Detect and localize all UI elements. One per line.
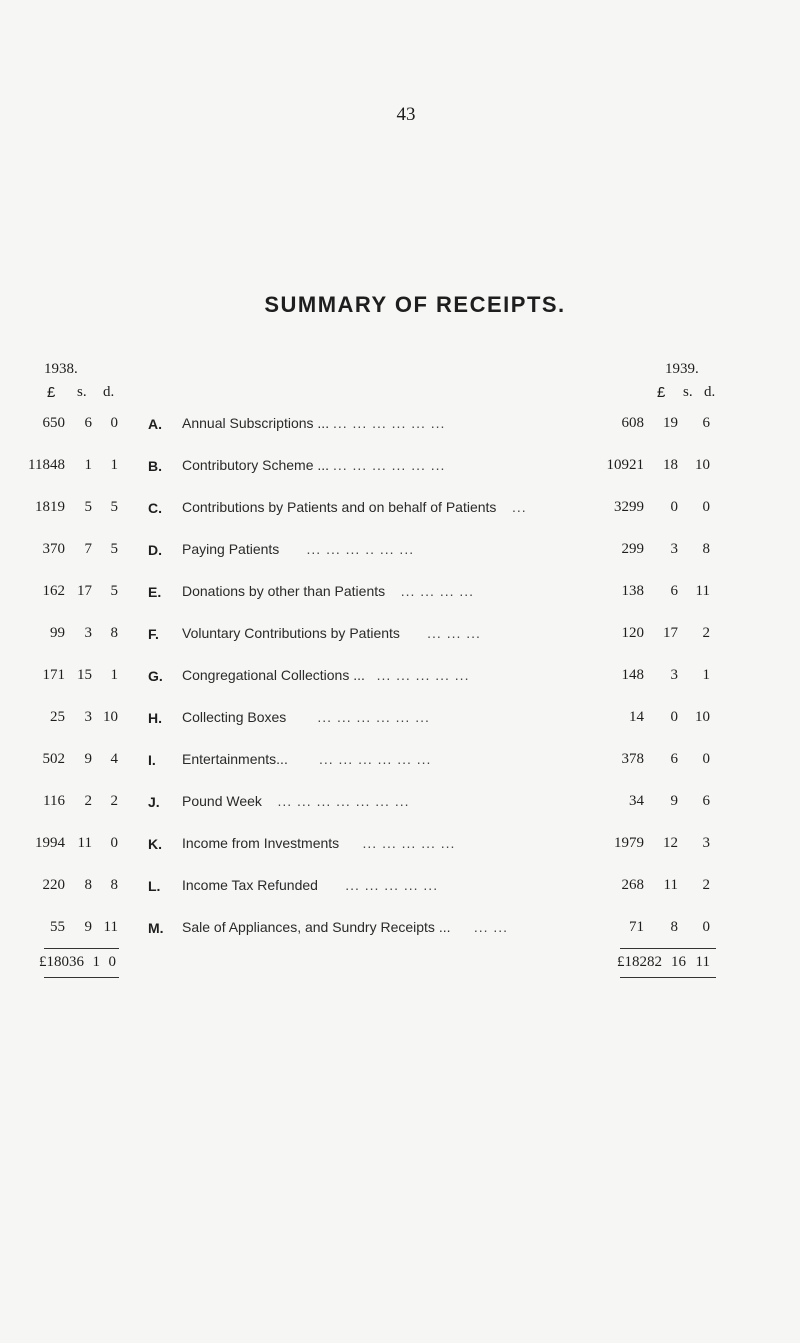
leader-dots: ... ... ... ... ... ... ... bbox=[277, 793, 410, 809]
pounds-1938: 502 bbox=[42, 751, 65, 767]
shillings-1938: 8 bbox=[84, 877, 92, 893]
shillings-1939: 9 bbox=[670, 793, 678, 809]
receipt-row-a bbox=[0, 415, 800, 435]
pounds-1939: 10921 bbox=[606, 457, 644, 473]
pence-1939: 3 bbox=[702, 835, 710, 851]
pounds-1939: 34 bbox=[629, 793, 644, 809]
row-description: Sale of Appliances, and Sundry Receipts ... ... ... bbox=[182, 919, 509, 935]
shillings-1938: 15 bbox=[77, 667, 92, 683]
row-description: Voluntary Contributions by Patients ... ... ... bbox=[182, 625, 481, 641]
pounds-1939: 1979 bbox=[614, 835, 644, 851]
shillings-1939: 12 bbox=[663, 835, 678, 851]
shillings-1939: 0 bbox=[670, 499, 678, 515]
shillings-1939: 8 bbox=[670, 919, 678, 935]
pence-1939: 8 bbox=[702, 541, 710, 557]
total-rule-top-1938 bbox=[44, 948, 119, 949]
pence-1938: 8 bbox=[110, 625, 118, 641]
leader-dots: ... ... ... ... ... bbox=[376, 667, 470, 683]
row-letter: C. bbox=[148, 500, 162, 516]
page-title: SUMMARY OF RECEIPTS. bbox=[264, 292, 566, 317]
receipt-row-d bbox=[0, 541, 800, 561]
pence-1938: 0 bbox=[110, 415, 118, 431]
row-description: Entertainments... ... ... ... ... ... ... bbox=[182, 751, 432, 767]
shillings-1938: 1 bbox=[84, 457, 92, 473]
pence-1938: 5 bbox=[110, 541, 118, 557]
pence-1938: 11 bbox=[103, 919, 118, 935]
row-description: Paying Patients ... ... ... .. ... ... bbox=[182, 541, 415, 557]
pence-1938: 10 bbox=[103, 709, 118, 725]
unit-shillings-1938: s. bbox=[77, 384, 87, 400]
receipt-row-e bbox=[0, 583, 800, 603]
shillings-1938: 9 bbox=[84, 919, 92, 935]
pounds-1939: 138 bbox=[621, 583, 644, 599]
page-number: 43 bbox=[396, 104, 416, 125]
total-rule-top-1939 bbox=[620, 948, 716, 949]
leader-dots: ... bbox=[512, 499, 527, 515]
row-letter: B. bbox=[148, 458, 162, 474]
row-description: Pound Week ... ... ... ... ... ... ... bbox=[182, 793, 410, 809]
pence-1939: 1 bbox=[702, 667, 710, 683]
row-letter: A. bbox=[148, 416, 162, 432]
shillings-1939: 3 bbox=[670, 667, 678, 683]
receipt-row-k bbox=[0, 835, 800, 855]
pounds-1938: 116 bbox=[43, 793, 65, 809]
pounds-1938: 650 bbox=[42, 415, 65, 431]
leader-dots: ... ... ... ... ... ... bbox=[317, 709, 430, 725]
pounds-1939: 608 bbox=[621, 415, 644, 431]
shillings-1938: 6 bbox=[84, 415, 92, 431]
receipt-row-l bbox=[0, 877, 800, 897]
year-1939-header: 1939. bbox=[665, 361, 699, 377]
row-letter: I. bbox=[148, 752, 156, 768]
pence-1938: 8 bbox=[110, 877, 118, 893]
pounds-1939: 148 bbox=[621, 667, 644, 683]
shillings-1939: 3 bbox=[670, 541, 678, 557]
receipt-row-m bbox=[0, 919, 800, 939]
shillings-1939: 0 bbox=[670, 709, 678, 725]
unit-pounds-1938: £ bbox=[47, 384, 56, 401]
total-pounds-1938: £18036 bbox=[39, 954, 84, 970]
pounds-1938: 171 bbox=[42, 667, 65, 683]
shillings-1939: 6 bbox=[670, 583, 678, 599]
shillings-1938: 3 bbox=[84, 709, 92, 725]
leader-dots: ... ... ... ... ... ... bbox=[318, 751, 432, 767]
row-description: Contributory Scheme ... ... ... ... ... ... ... bbox=[182, 457, 446, 473]
pounds-1939: 299 bbox=[621, 541, 644, 557]
leader-dots: ... ... ... ... ... ... bbox=[332, 457, 446, 473]
pounds-1938: 11848 bbox=[28, 457, 65, 473]
pence-1939: 2 bbox=[702, 877, 710, 893]
unit-pence-1939: d. bbox=[704, 384, 716, 400]
row-letter: G. bbox=[148, 668, 163, 684]
row-letter: M. bbox=[148, 920, 164, 936]
receipt-row-c bbox=[0, 499, 800, 519]
total-pence-1939: 11 bbox=[695, 954, 710, 970]
totals-row bbox=[0, 954, 800, 974]
shillings-1938: 7 bbox=[84, 541, 92, 557]
pounds-1938: 1994 bbox=[35, 835, 65, 851]
shillings-1939: 11 bbox=[663, 877, 678, 893]
shillings-1938: 2 bbox=[84, 793, 92, 809]
pence-1939: 11 bbox=[695, 583, 710, 599]
row-description: Income from Investments ... ... ... ... ... bbox=[182, 835, 456, 851]
pence-1938: 1 bbox=[110, 457, 118, 473]
leader-dots: ... ... ... ... ... bbox=[345, 877, 439, 893]
pence-1938: 1 bbox=[110, 667, 118, 683]
total-shillings-1938: 1 bbox=[92, 954, 100, 970]
row-description: Income Tax Refunded ... ... ... ... ... bbox=[182, 877, 439, 893]
shillings-1938: 17 bbox=[77, 583, 92, 599]
receipt-row-j bbox=[0, 793, 800, 813]
row-letter: J. bbox=[148, 794, 160, 810]
total-shillings-1939: 16 bbox=[671, 954, 686, 970]
receipt-row-i bbox=[0, 751, 800, 771]
pence-1938: 2 bbox=[110, 793, 118, 809]
total-pence-1938: 0 bbox=[108, 954, 116, 970]
pounds-1938: 1819 bbox=[35, 499, 65, 515]
shillings-1938: 3 bbox=[84, 625, 92, 641]
pounds-1938: 162 bbox=[42, 583, 65, 599]
shillings-1938: 5 bbox=[84, 499, 92, 515]
shillings-1938: 11 bbox=[77, 835, 92, 851]
unit-shillings-1939: s. bbox=[683, 384, 693, 400]
shillings-1939: 17 bbox=[663, 625, 678, 641]
unit-pence-1938: d. bbox=[103, 384, 115, 400]
leader-dots: ... ... ... ... ... bbox=[362, 835, 456, 851]
total-rule-bottom-1938 bbox=[44, 977, 119, 978]
total-rule-bottom-1939 bbox=[620, 977, 716, 978]
row-description: Congregational Collections ... ... ... ... ... ... bbox=[182, 667, 470, 683]
leader-dots: ... ... ... bbox=[427, 625, 481, 641]
pounds-1939: 14 bbox=[629, 709, 644, 725]
pence-1938: 0 bbox=[110, 835, 118, 851]
row-letter: F. bbox=[148, 626, 159, 642]
pence-1939: 6 bbox=[702, 793, 710, 809]
row-description: Donations by other than Patients ... ... ... ... bbox=[182, 583, 475, 599]
pounds-1939: 3299 bbox=[614, 499, 644, 515]
row-description: Collecting Boxes ... ... ... ... ... ... bbox=[182, 709, 430, 725]
row-description: Contributions by Patients and on behalf of Patients ... bbox=[182, 499, 527, 515]
pence-1939: 0 bbox=[702, 919, 710, 935]
shillings-1938: 9 bbox=[84, 751, 92, 767]
pounds-1938: 99 bbox=[50, 625, 65, 641]
pounds-1938: 370 bbox=[42, 541, 65, 557]
pence-1939: 0 bbox=[702, 751, 710, 767]
pence-1938: 4 bbox=[110, 751, 118, 767]
pence-1939: 0 bbox=[702, 499, 710, 515]
pounds-1939: 378 bbox=[621, 751, 644, 767]
shillings-1939: 6 bbox=[670, 751, 678, 767]
unit-pounds-1939: £ bbox=[657, 384, 666, 401]
leader-dots: ... ... ... .. ... ... bbox=[306, 541, 415, 557]
pounds-1939: 71 bbox=[629, 919, 644, 935]
pence-1939: 2 bbox=[702, 625, 710, 641]
total-pounds-1939: £18282 bbox=[617, 954, 662, 970]
pounds-1939: 120 bbox=[621, 625, 644, 641]
row-letter: H. bbox=[148, 710, 162, 726]
shillings-1939: 18 bbox=[663, 457, 678, 473]
receipt-row-f bbox=[0, 625, 800, 645]
leader-dots: ... ... bbox=[473, 919, 509, 935]
pounds-1938: 55 bbox=[50, 919, 65, 935]
year-1938-header: 1938. bbox=[44, 361, 78, 377]
pence-1939: 6 bbox=[702, 415, 710, 431]
receipt-row-h bbox=[0, 709, 800, 729]
row-letter: D. bbox=[148, 542, 162, 558]
pounds-1938: 25 bbox=[50, 709, 65, 725]
receipt-row-b bbox=[0, 457, 800, 477]
shillings-1939: 19 bbox=[663, 415, 678, 431]
row-letter: K. bbox=[148, 836, 162, 852]
leader-dots: ... ... ... ... ... ... bbox=[332, 415, 446, 431]
pence-1939: 10 bbox=[695, 457, 710, 473]
pence-1938: 5 bbox=[110, 499, 118, 515]
row-letter: E. bbox=[148, 584, 162, 600]
pounds-1938: 220 bbox=[42, 877, 65, 893]
pence-1938: 5 bbox=[110, 583, 118, 599]
row-description: Annual Subscriptions ... ... ... ... ... ... ... bbox=[182, 415, 446, 431]
receipt-row-g bbox=[0, 667, 800, 687]
leader-dots: ... ... ... ... bbox=[400, 583, 475, 599]
row-letter: L. bbox=[148, 878, 161, 894]
pounds-1939: 268 bbox=[621, 877, 644, 893]
pence-1939: 10 bbox=[695, 709, 710, 725]
